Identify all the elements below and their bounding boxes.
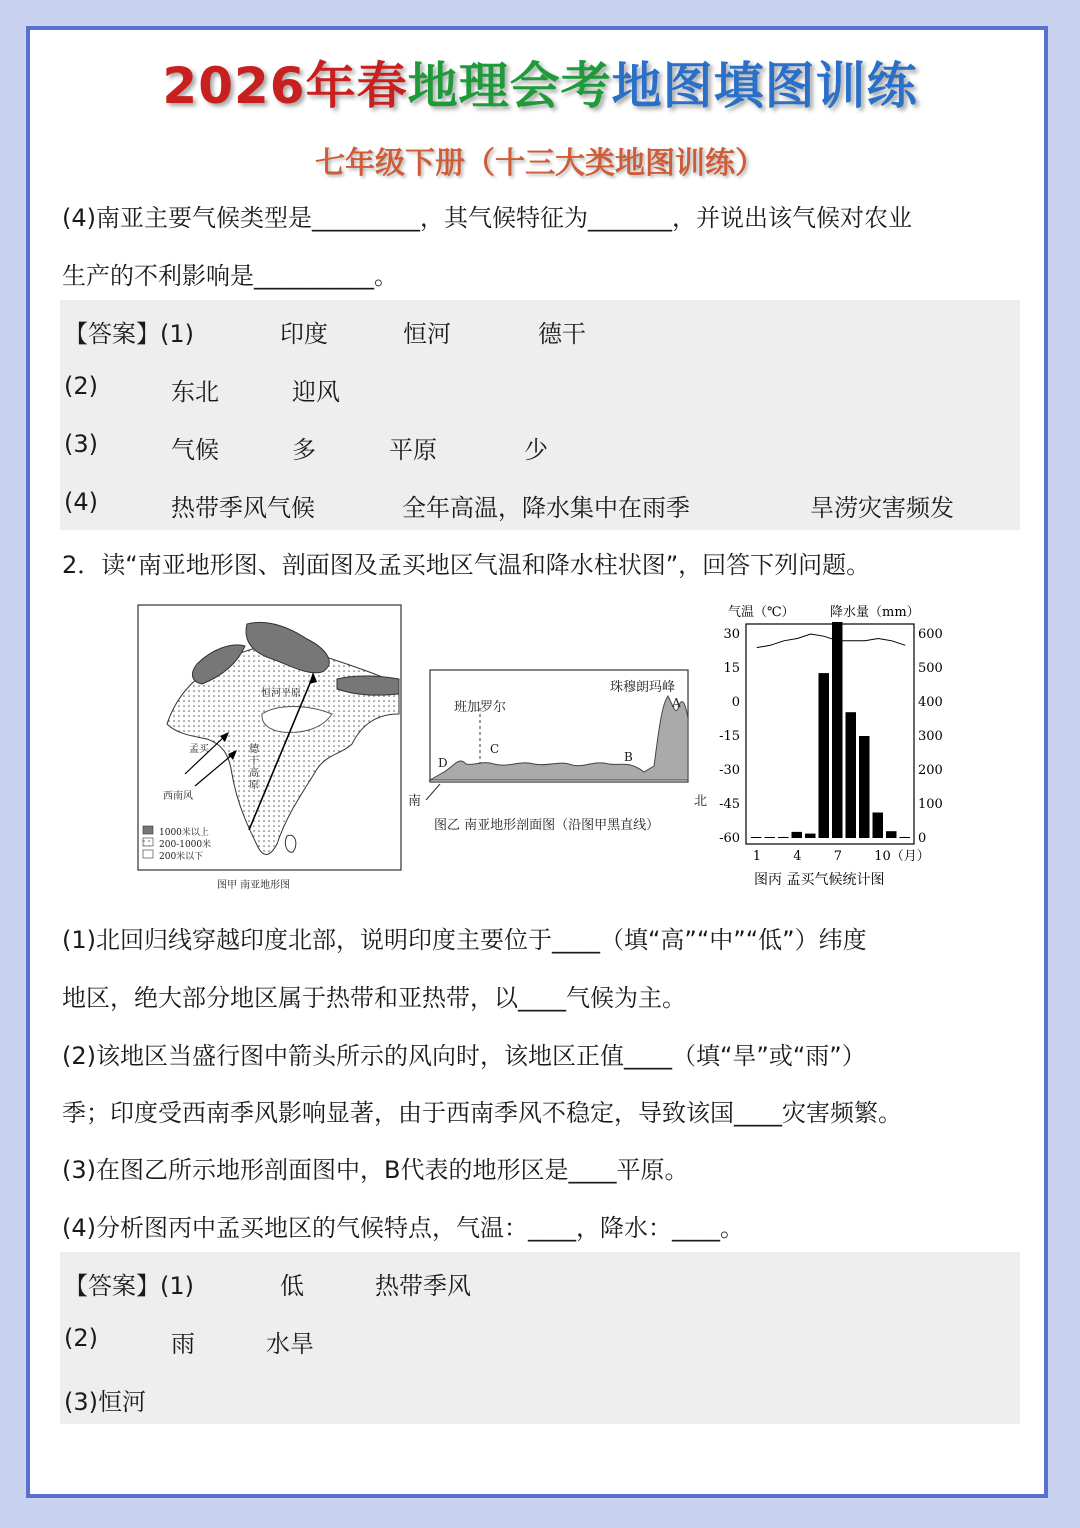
rain-bar-5 [805, 834, 816, 838]
answer1-r3-item2: 多 [292, 436, 316, 464]
left-tick-label: -60 [719, 831, 740, 846]
profile-label-a: A [672, 696, 681, 710]
title-part1: 年春 [305, 57, 408, 115]
left-tick-label: -45 [719, 797, 740, 812]
answer2-label: 【答案】(1) [64, 1272, 194, 1300]
chart-frame [746, 624, 914, 844]
figure-jia-map [137, 604, 402, 890]
left-tick-label: 30 [723, 627, 740, 642]
rain-bar-4 [792, 832, 803, 838]
answer2-r1-item1: 低 [280, 1272, 304, 1300]
profile-label-d: D [438, 756, 448, 770]
page-subtitle: 七年级下册（十三大类地图训练） [315, 146, 765, 181]
rain-bar-12 [900, 837, 911, 838]
left-tick-label: 0 [731, 695, 740, 710]
rain-bar-10 [873, 813, 884, 839]
answer1-label: 【答案】(1) [64, 320, 194, 348]
answer1-r2-item2: 迎风 [292, 378, 340, 406]
x-tick-label: 7 [833, 849, 843, 864]
right-tick-label: 600 [918, 627, 943, 642]
answer2-r2-item1: 雨 [171, 1330, 195, 1358]
answer1-r4-num: (4) [64, 488, 98, 516]
x-tick-label: 10（月） [874, 849, 930, 864]
map-label-deccan: 德干高原 [249, 744, 259, 791]
answer2-r2-item2: 水旱 [266, 1330, 314, 1358]
figure-yi-caption: 图乙 南亚地形剖面图（沿图甲黑直线） [434, 818, 660, 833]
answer1-r1-item2: 恒河 [403, 320, 451, 348]
profile-label-south: 南 [408, 794, 422, 809]
left-tick-label: 15 [723, 661, 740, 676]
map-label-mumbai: 孟买 [189, 744, 209, 755]
answer2-r2-num: (2) [64, 1324, 98, 1352]
q2-part4: (4)分析图丙中孟买地区的气候特点，气温：____，降水：____。 [62, 1214, 744, 1242]
answer1-r1-item3: 德干 [538, 320, 586, 348]
rain-bar-6 [819, 673, 830, 838]
answer1-r3-item1: 气候 [171, 436, 219, 464]
legend-item-high: 1000米以上 [159, 828, 209, 838]
page-title [0, 46, 1080, 118]
climate-chart-svg [706, 598, 952, 898]
title-part2: 地理会考 [407, 57, 612, 115]
q2-part1-line1: (1)北回归线穿越印度北部，说明印度主要位于____（填“高”“中”“低”）纬度 [62, 926, 867, 954]
answer1-r2-num: (2) [64, 372, 98, 400]
q2-part1-line2: 地区，绝大部分地区属于热带和亚热带，以____气候为主。 [62, 984, 686, 1012]
profile-label-north: 北 [694, 794, 708, 809]
chart-bars [751, 622, 910, 838]
right-tick-label: 100 [918, 797, 943, 812]
q2-stem: 2．读“南亚地形图、剖面图及孟买地区气温和降水柱状图”，回答下列问题。 [62, 551, 871, 579]
q2-part2-line1: (2)该地区当盛行图中箭头所示的风向时，该地区正值____（填“旱”或“雨”） [62, 1042, 866, 1070]
rain-bar-9 [859, 736, 870, 838]
rain-bar-2 [765, 837, 776, 838]
q1-part4-line1: (4)南亚主要气候类型是_________，其气候特征为_______，并说出该气候对农业 [62, 204, 912, 232]
answer1-r1-item1: 印度 [280, 320, 328, 348]
left-tick-label: -15 [719, 729, 740, 744]
right-tick-label: 200 [918, 763, 943, 778]
q1-part4-line2: 生产的不利影响是__________。 [62, 262, 398, 290]
legend-item-mid: 200-1000米 [159, 840, 212, 850]
chart-ylabel-left: 气温（℃） [728, 605, 795, 620]
temperature-curve [757, 634, 906, 648]
x-tick-label: 4 [793, 849, 802, 864]
figure-yi-profile [404, 668, 708, 836]
map-label-ganges-plain: 恒河平原 [261, 688, 301, 699]
answer1-r3-num: (3) [64, 430, 98, 458]
right-tick-label: 300 [918, 729, 943, 744]
rain-bar-8 [846, 712, 857, 838]
answer1-r2-item1: 东北 [171, 378, 219, 406]
right-tick-label: 500 [918, 661, 943, 676]
profile-label-everest: 珠穆朗玛峰 [610, 680, 676, 695]
answer1-r4-item2: 全年高温，降水集中在雨季 [402, 494, 690, 522]
chart-ticks [719, 627, 943, 864]
chart-title: 图丙 孟买气候统计图 [754, 872, 885, 888]
legend-item-low: 200米以下 [159, 852, 204, 862]
answer1-r3-item4: 少 [524, 436, 548, 464]
title-year: 2026 [162, 57, 306, 115]
q2-part2-line2: 季；印度受西南季风影响显著，由于西南季风不稳定，导致该国____灾害频繁。 [62, 1099, 902, 1127]
title-part3: 地图填图训练 [611, 57, 918, 115]
rain-bar-11 [886, 831, 897, 838]
profile-label-c: C [490, 742, 500, 756]
figure-bing-climate-chart [706, 598, 952, 898]
answer1-r4-item3: 旱涝灾害频发 [810, 494, 954, 522]
answer1-r3-item3: 平原 [389, 436, 437, 464]
answer2-r3: (3)恒河 [64, 1388, 146, 1416]
rain-bar-7 [832, 622, 843, 838]
x-tick-label: 1 [752, 849, 762, 864]
right-tick-label: 0 [918, 831, 927, 846]
map-label-southwest-wind: 西南风 [163, 791, 193, 802]
profile-label-b: B [624, 750, 633, 764]
chart-ylabel-right: 降水量（mm） [830, 605, 920, 620]
answer2-r1-item2: 热带季风 [375, 1272, 471, 1300]
q2-part3: (3)在图乙所示地形剖面图中，B代表的地形区是____平原。 [62, 1156, 689, 1184]
profile-label-bangalore: 班加罗尔 [454, 700, 507, 715]
right-tick-label: 400 [918, 695, 943, 710]
answer1-r4-item1: 热带季风气候 [171, 494, 315, 522]
figure-jia-caption: 图甲 南亚地形图 [217, 880, 291, 891]
left-tick-label: -30 [719, 763, 740, 778]
rain-bar-3 [778, 837, 789, 838]
answer-box-2 [60, 1252, 1020, 1424]
rain-bar-1 [751, 837, 762, 838]
